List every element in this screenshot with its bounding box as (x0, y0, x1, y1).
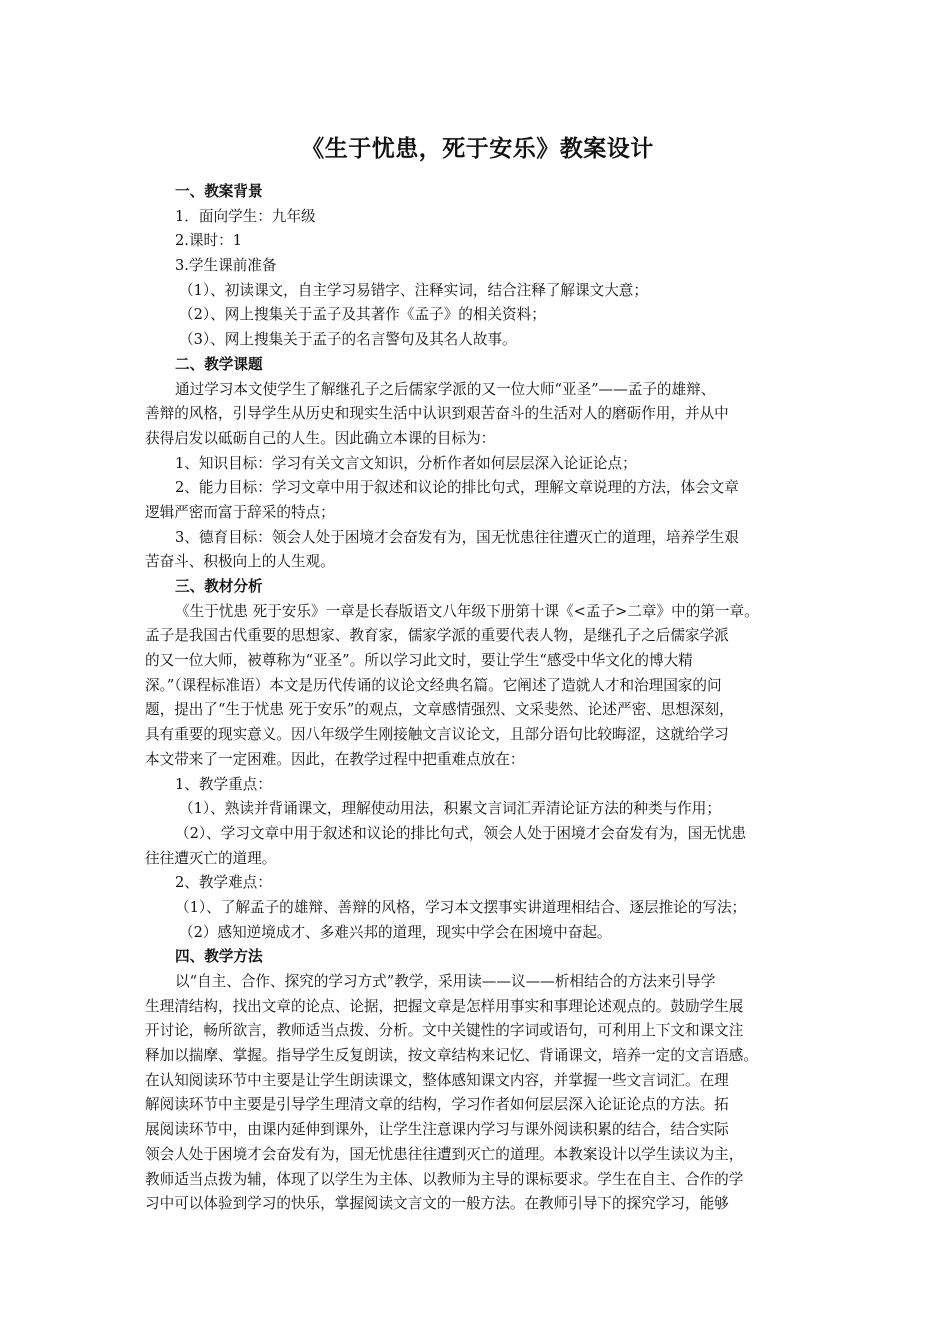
text-line: 题，提出了“生于忧患 死于安乐”的观点，文章感情强烈、文采斐然、论述严密、思想深刻， (145, 701, 734, 719)
text-line: 逻辑严密而富于辞采的特点； (145, 503, 335, 521)
text-line: 善辩的风格，引导学生从历史和现实生活中认识到艰苦奋斗的生活对人的磨砺作用，并从中 (145, 405, 729, 423)
text-line: 开讨论，畅所欲言，教师适当点拨、分析。文中关键性的字词或语句，可利用上下文和课文注 (145, 1022, 744, 1040)
text-line: 获得启发以砥砺自己的人生。因此确立本课的目标为： (145, 429, 496, 447)
text-line: 3.学生课前准备 (175, 257, 277, 275)
section-heading: 一、教案背景 (175, 183, 263, 200)
document-page (145, 132, 810, 1217)
text-line: （3）、网上搜集关于孟子的名言警句及其名人故事。 (179, 331, 517, 349)
text-line: 1、教学重点： (175, 775, 272, 793)
text-line: （2）、网上搜集关于孟子及其著作《孟子》的相关资料； (179, 306, 546, 324)
text-line: 的又一位大师，被尊称为“亚圣”。所以学习此文时，要让学生“感受中华文化的博大精 (145, 652, 693, 670)
text-line: 孟子是我国古代重要的思想家、教育家，儒家学派的重要代表人物，是继孔子之后儒家学派 (145, 627, 729, 645)
document-body (145, 180, 810, 1217)
text-line: 生理清结构，找出文章的论点、论据，把握文章是怎样用事实和事理论述观点的。鼓励学生展 (145, 997, 744, 1015)
text-line: 2、教学难点： (175, 874, 272, 892)
text-line: （1）、了解孟子的雄辩、善辩的风格，学习本文摆事实讲道理相结合、逐层推论的写法； (175, 898, 747, 916)
text-line: 2、能力目标：学习文章中用于叙述和议论的排比句式，理解文章说理的方法，体会文章 (175, 479, 739, 497)
text-line: （2）感知逆境成才、多难兴邦的道理，现实中学会在困境中奋起。 (179, 923, 612, 941)
text-line: 1．面向学生：九年级 (175, 207, 316, 225)
text-line: 在认知阅读环节中主要是让学生朗读课文，整体感知课文内容，并掌握一些文言词汇。在理 (145, 1071, 729, 1089)
text-line: 1、知识目标：学习有关文言文知识，分析作者如何层层深入论证论点； (175, 454, 637, 472)
text-line: 2.课时：1 (175, 232, 242, 250)
text-line: 深。”（课程标准语）本文是历代传诵的议论文经典名篇。它阐述了造就人才和治理国家的问 (145, 676, 722, 694)
text-line: 展阅读环节中，由课内延伸到课外，让学生注意课内学习与课外阅读积累的结合，结合实际 (145, 1121, 729, 1139)
text-line: （1）、熟读并背诵课文，理解使动用法，积累文言词汇弄清论证方法的种类与作用； (179, 800, 721, 818)
text-line: 本文带来了一定困难。因此，在教学过程中把重难点放在： (145, 750, 525, 768)
text-line: 教师适当点拨为辅，体现了以学生为主体、以教师为主导的课标要求。学生在自主、合作的学 (145, 1170, 744, 1188)
text-line: 释加以揣摩、掌握。指导学生反复朗读，按文章结构来记忆、背诵课文，培养一定的文言语感。 (145, 1047, 758, 1065)
text-line: （2）、学习文章中用于叙述和议论的排比句式，领会人处于困境才会奋发有为，国无忧患 (175, 824, 747, 842)
text-line: 3、德育目标：领会人处于困境才会奋发有为，国无忧患往往遭灭亡的道理，培养学生艰 (175, 528, 739, 546)
section-heading: 二、教学课题 (175, 355, 263, 373)
section-heading: 三、教材分析 (175, 578, 263, 595)
document-title: 《生于忧患，死于安乐》教案设计 (301, 136, 654, 162)
text-line: 领会人处于困境才会奋发有为，国无忧患往往遭到灭亡的道理。本教案设计以学生读议为主， (145, 1145, 744, 1163)
text-line: 往往遭灭亡的道理。 (145, 849, 277, 867)
text-line: 习中可以体验到学习的快乐，掌握阅读文言文的一般方法。在教师引导下的探究学习，能够 (145, 1195, 729, 1213)
text-line: 具有重要的现实意义。因八年级学生刚接触文言议论文，且部分语句比较晦涩，这就给学习 (145, 726, 729, 744)
text-line: （1）、初读课文，自主学习易错字、注释实词，结合注释了解课文大意； (179, 281, 648, 299)
section-heading: 四、教学方法 (175, 948, 263, 966)
text-line: 苦奋斗、积极向上的人生观。 (145, 553, 335, 571)
text-line: 《生于忧患 死于安乐》一章是长春版语文八年级下册第十课《<孟子>二章》中的第一章。 (175, 602, 759, 620)
text-line: 通过学习本文使学生了解继孔子之后儒家学派的又一位大师“亚圣”——孟子的雄辩、 (175, 380, 716, 398)
text-line: 以“自主、合作、探究的学习方式”教学，采用读——议——析相结合的方法来引导学 (175, 973, 716, 990)
text-line: 解阅读环节中主要是引导学生理清文章的结构，学习作者如何层层深入论证论点的方法。拓 (145, 1096, 729, 1114)
